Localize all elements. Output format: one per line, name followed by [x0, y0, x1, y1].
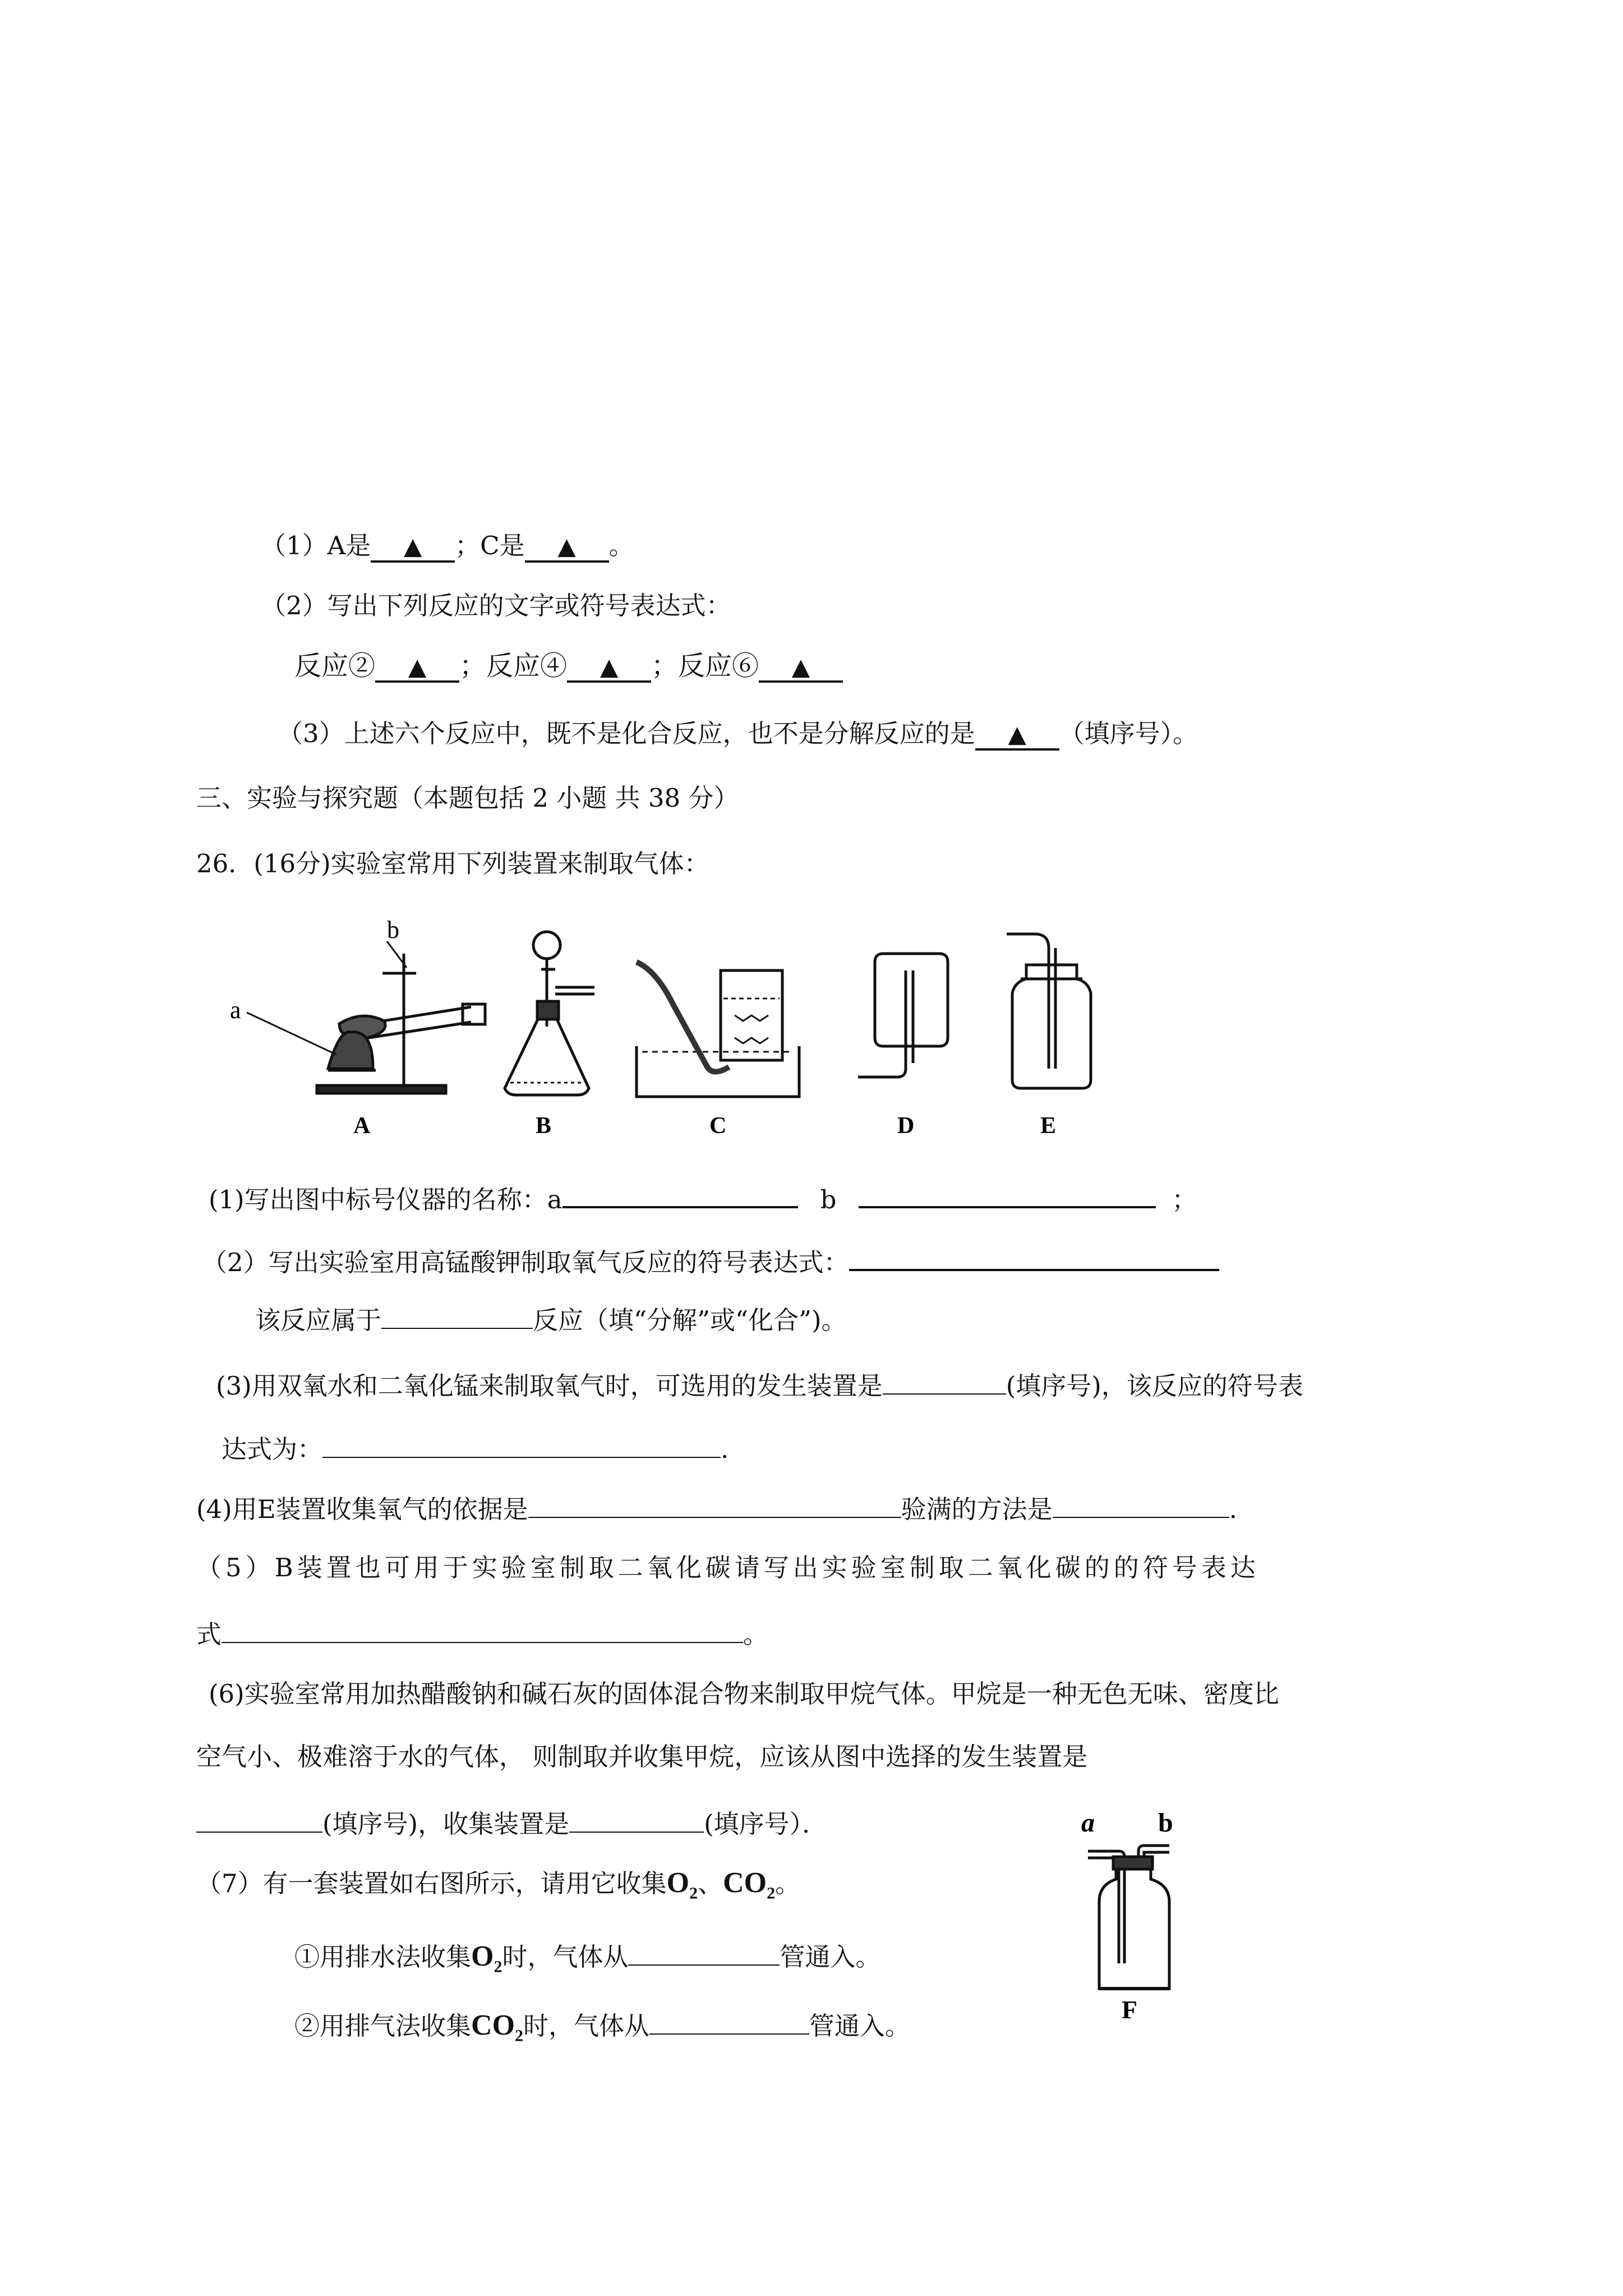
- q26-part3: (3)用双氧水和二氧化锰来制取氧气时，可选用的发生装置是 (填序号)，该反应的符号表: [216, 1364, 1303, 1403]
- q25-part3: （3）上述六个反应中，既不是化合反应，也不是分解反应的是 ▲ （填序号）。: [278, 717, 1198, 751]
- q26-part1: (1)写出图中标号仪器的名称：a b ；: [209, 1177, 1197, 1217]
- q26-part7-1: ①用排水法收集$O_2$时，气体从 管通入。: [294, 1935, 881, 1984]
- label-D: D: [897, 1113, 915, 1139]
- q26-part7-2: ②用排气法收集$CO_2$时，气体从 管通入。: [294, 2004, 910, 2053]
- q26-part4: (4)用E装置收集氧气的依据是 验满的方法是 .: [196, 1488, 1237, 1526]
- apparatus-d: [858, 954, 948, 1077]
- answer-blank-instrument-b[interactable]: [859, 1177, 1156, 1208]
- q26-part5-equation: 式 。: [196, 1613, 768, 1651]
- q25-part2: （2）写出下列反应的文字或符号表达式：: [261, 591, 731, 620]
- answer-blank-fullness-check[interactable]: [1053, 1488, 1229, 1518]
- q26-part2: （2）写出实验室用高锰酸钾制取氧气反应的符号表达式：: [202, 1240, 1219, 1280]
- figure-f: [1066, 1801, 1211, 2025]
- answer-blank-h2o2-equation[interactable]: [322, 1428, 721, 1458]
- answer-blank-reaction-type[interactable]: ▲: [975, 719, 1059, 751]
- answer-blank-e-basis[interactable]: [528, 1488, 901, 1518]
- formula-o2: $O_2$: [471, 1940, 502, 1976]
- q26-part5: （5）B装置也可用于实验室制取二氧化碳请写出实验室制取二氧化碳的的符号表达: [196, 1553, 1260, 1582]
- figure-f-label-b: b: [1158, 1808, 1173, 1838]
- figure-f-label-a: a: [1081, 1808, 1095, 1838]
- label-B: B: [536, 1113, 552, 1139]
- apparatus-a: [247, 941, 485, 1093]
- apparatus-c: [637, 962, 799, 1097]
- q26-part6-cont: 空气小、极难溶于水的气体， 则制取并收集甲烷，应该从图中选择的发生装置是: [196, 1742, 1088, 1772]
- q25-part1: （1）A是 ▲ ；C是 ▲ 。: [261, 529, 634, 563]
- formula-o2: $O_2$: [666, 1867, 698, 1903]
- q26-part7: （7）有一套装置如右图所示，请用它收集$O_2$、$CO_2$。: [196, 1867, 801, 1903]
- answer-blank-reaction-category[interactable]: [381, 1299, 533, 1329]
- q26-part2-type: 该反应属于 反应（填“分解”或“化合”)。: [255, 1299, 847, 1337]
- q26-part6: (6)实验室常用加热醋酸钠和碱石灰的固体混合物来制取甲烷气体。甲烷是一种无色无味、密度比: [209, 1679, 1279, 1709]
- question-26-title: 26．(16分)实验室常用下列装置来制取气体：: [196, 849, 709, 878]
- answer-blank-reaction-2[interactable]: ▲: [375, 651, 459, 683]
- label-a: a: [230, 996, 241, 1024]
- formula-co2: $CO_2$: [471, 2009, 524, 2045]
- answer-blank-air-method-tube[interactable]: [649, 2004, 809, 2035]
- apparatus-figure: [224, 916, 1122, 1156]
- label-C: C: [709, 1113, 727, 1139]
- figure-f-label-F: F: [1122, 1995, 1138, 2024]
- answer-blank-instrument-a[interactable]: [562, 1177, 798, 1208]
- apparatus-e: [1007, 934, 1091, 1088]
- answer-blank-reaction-4[interactable]: ▲: [567, 651, 651, 683]
- q26-part6-answers: (填序号)，收集装置是 (填序号）．: [196, 1802, 827, 1841]
- answer-blank-methane-collect[interactable]: [569, 1802, 704, 1833]
- answer-blank-methane-device[interactable]: [196, 1802, 322, 1833]
- answer-blank-kmno4-equation[interactable]: [849, 1240, 1219, 1271]
- q26-part3-equation: 达式为： .: [222, 1428, 728, 1466]
- answer-blank-water-method-tube[interactable]: [628, 1935, 780, 1966]
- answer-blank-a[interactable]: ▲: [371, 531, 455, 563]
- answer-blank-co2-equation[interactable]: [222, 1613, 743, 1643]
- answer-blank-h2o2-device[interactable]: [883, 1364, 1006, 1395]
- apparatus-b: [505, 932, 594, 1095]
- answer-blank-c[interactable]: ▲: [525, 531, 609, 563]
- q25-part2-reactions: 反应② ▲ ；反应④ ▲ ；反应⑥ ▲: [294, 649, 843, 683]
- label-b: b: [387, 916, 399, 944]
- answer-blank-reaction-6[interactable]: ▲: [759, 651, 843, 683]
- section-title: 三、实验与探究题（本题包括 2 小题 共 38 分）: [196, 783, 739, 813]
- formula-co2: $CO_2$: [723, 1867, 776, 1903]
- label-A: A: [353, 1113, 371, 1139]
- label-E: E: [1040, 1113, 1057, 1139]
